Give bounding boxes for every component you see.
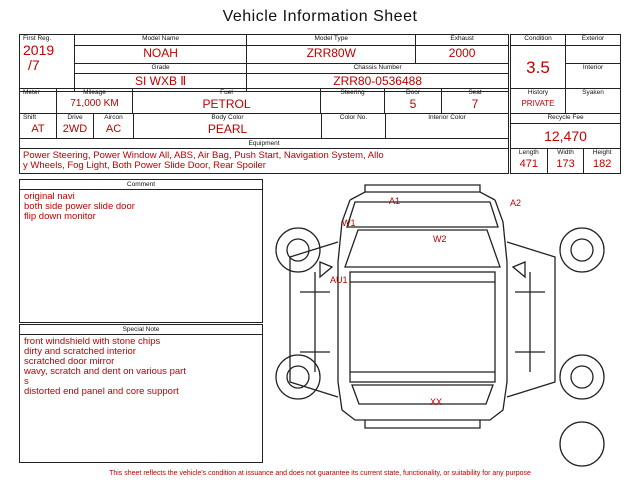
fuel-value: PETROL (202, 97, 251, 111)
first-reg-year: 2019 (23, 42, 55, 58)
history-value: PRIVATE (521, 99, 555, 108)
recycle-fee-value: 12,470 (544, 128, 587, 144)
model-grade-cell: Model Name NOAH Grade SI WXB Ⅱ (74, 35, 246, 92)
recycle-fee-box: Recycle Fee 12,470 (510, 113, 621, 149)
mark-w2: W2 (433, 234, 447, 244)
equipment-box: Equipment Power Steering, Power Window All, ABS, Air Bag, Push Start, Navigation System, Allo y Wheels, Fog Light, Both Power Slide Door, Rear Spoiler (19, 138, 509, 174)
right-side-outline (507, 242, 555, 397)
height-value: 182 (593, 158, 612, 170)
first-reg-cell: First Reg. 2019 /7 (20, 35, 75, 92)
chassis-number-value: ZRR80-0536488 (333, 74, 422, 88)
vehicle-damage-diagram (270, 182, 622, 468)
mark-au1: AU1 (330, 275, 348, 285)
body-outline (338, 200, 507, 420)
condition-value: 3.5 (511, 46, 566, 90)
sheet-title: Vehicle Information Sheet (222, 8, 418, 25)
shift-value: AT (31, 123, 45, 135)
length-value: 471 (519, 158, 539, 170)
grade-value: SI WXB Ⅱ (134, 74, 187, 88)
door-value: 5 (409, 97, 417, 111)
first-reg-month: /7 (28, 57, 40, 73)
exhaust-value: 2000 (448, 46, 476, 60)
model-name-value: NOAH (75, 46, 246, 64)
spec-row-2: Shift AT Drive 2WD Aircon AC Body Color PEARL Color No. Interior Color (19, 113, 509, 139)
width-value: 173 (556, 158, 575, 170)
mark-a1: A1 (389, 196, 401, 206)
type-chassis-cell: Model Type Exhaust ZRR80W 2000 Chassis Number ZRR80-0536488 (247, 35, 509, 92)
special-note-text: front windshield with stone chips dirty and scratched interior scratched door mirror wavy, scratch and dent on various part s distorted end panel and core support (24, 336, 186, 397)
equipment-value: Power Steering, Power Window All, ABS, Air Bag, Push Start, Navigation System, Allo y Wheels, Fog Light, Both Power Slide Door, Rear Spoiler (23, 150, 384, 171)
comment-text: original navi both side power slide door flip down monitor (24, 191, 135, 222)
seat-value: 7 (471, 97, 479, 111)
wheel-rear-right (560, 355, 604, 399)
vehicle-info-table (19, 34, 509, 92)
model-type-value: ZRR80W (247, 46, 416, 63)
wheel-front-right (560, 228, 604, 272)
footer-disclaimer: This sheet reflects the vehicle's condition at issuance and does not guarantee its current state, functionality, or suitability for any purpose (109, 470, 531, 477)
windshield-outline (345, 230, 500, 267)
spare-wheel (560, 422, 604, 466)
history-box: History PRIVATE Syaken (510, 88, 621, 114)
dimensions-box: Length 471 Width 173 Height 182 (510, 148, 621, 174)
body-color-value: PEARL (207, 122, 248, 136)
mark-w1: W1 (342, 218, 356, 228)
mark-a2: A2 (510, 198, 522, 208)
drive-value: 2WD (62, 123, 88, 135)
front-bumper-outline (365, 185, 480, 192)
mileage-value: 71,000 KM (70, 98, 119, 109)
comment-box: Comment original navi both side power slide door flip down monitor (19, 179, 263, 323)
spec-row-1: Meter Mileage 71,000 KM Fuel PETROL Steering Door 5 Seat 7 (19, 88, 509, 114)
aircon-value: AC (105, 123, 122, 135)
mark-xx: XX (430, 397, 443, 407)
condition-box: Condition Exterior 3.5 Interior (510, 34, 621, 89)
special-note-box: Special Note front windshield with stone chips dirty and scratched interior scratched door mirror wavy, scratch and dent on various part s distorted end panel and core support (19, 324, 263, 463)
wheel-rear-left (276, 355, 320, 399)
